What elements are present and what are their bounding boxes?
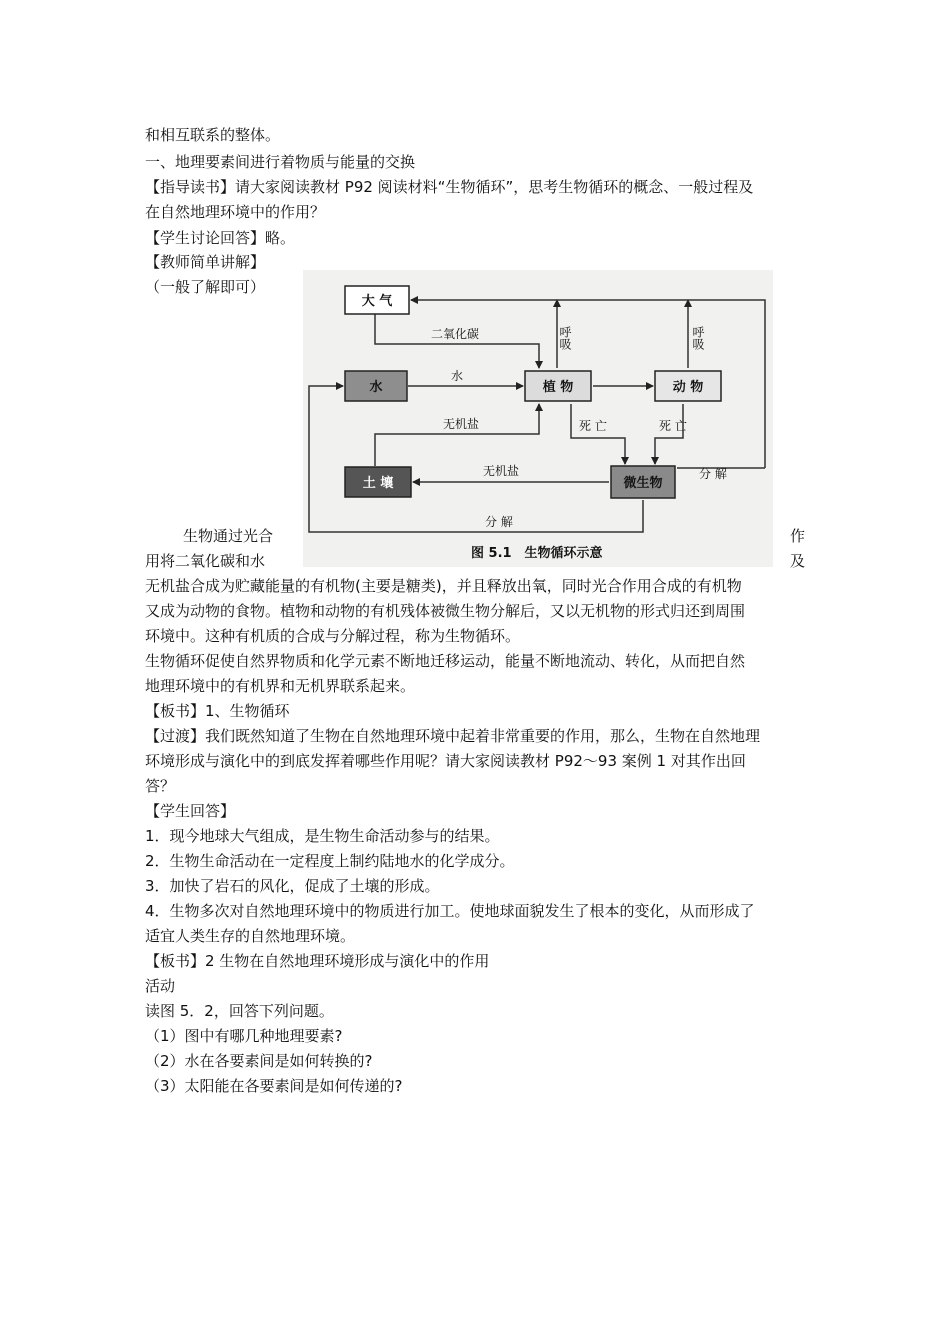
microbe-label: 微生物 [623,476,663,491]
figure-caption: 图 5.1 生物循环示意 [471,546,603,561]
plant-death-arrow [571,404,625,464]
decompose-label-2: 分 解 [485,515,513,529]
atmosphere-label: 大 气 [361,294,393,309]
text-line: 【过渡】我们既然知道了生物在自然地理环境中起着非常重要的作用，那么，生物在自然地理 [145,727,761,745]
inorganic-salt-label-2: 无机盐 [483,464,520,478]
list-item: 4．生物多次对自然地理环境中的物质进行加工。使地球面貌发生了根本的变化，从而形成了 [145,902,755,920]
text-line: 又成为动物的食物。植物和动物的有机残体被微生物分解后，又以无机物的形式归还到周围 [145,602,746,620]
text-line: 环境中。这种有机质的合成与分解过程，称为生物循环。 [145,627,521,645]
water-flow-label: 水 [451,369,464,383]
list-item: 2．生物生命活动在一定程度上制约陆地水的化学成分。 [145,852,515,870]
text-line: 【指导读书】请大家阅读教材 P92 阅读材料“生物循环”，思考生物循环的概念、一般过程及 [145,178,754,196]
text-line: 活动 [145,977,176,995]
question-item: （1）图中有哪几种地理要素? [145,1027,343,1045]
soil-label: 土 壤 [362,476,394,491]
text-line: 答？ [145,777,176,795]
text-line: 【板书】1、生物循环 [145,702,290,720]
microbe-water-arrow [309,386,643,532]
bio-cycle-diagram [303,270,773,567]
list-item: 3．加快了岩石的风化，促成了土壤的形成。 [145,877,440,895]
section-heading: 一、地理要素间进行着物质与能量的交换 [145,153,416,171]
text-line: 生物循环促使自然界物质和化学元素不断地迁移运动，能量不断地流动、转化，从而把自然 [145,652,746,670]
text-line: 读图 5．2，回答下列问题。 [145,1002,334,1020]
text-line: 【学生讨论回答】略。 [145,229,296,247]
text-line: 生物通过光合 [183,527,274,545]
decompose-label-1: 分 解 [699,467,727,481]
death-label-1: 死 亡 [579,419,607,433]
list-item: 1．现今地球大气组成，是生物生命活动参与的结果。 [145,827,500,845]
text-line: 地理环境中的有机界和无机界联系起来。 [145,677,416,695]
text-line: 【学生回答】 [145,802,236,820]
text-line: 及 [790,552,806,570]
inorganic-salt-label-1: 无机盐 [443,417,480,431]
plant-label: 植 物 [542,380,574,395]
text-line: 作 [790,527,806,545]
text-line: 【教师简单讲解】 [145,253,266,271]
animal-label: 动 物 [672,380,704,395]
animal-respiration-label: 呼吸 [691,326,705,350]
co2-arrow [375,314,539,368]
animal-death-arrow [655,404,683,464]
text-line: 用将二氧化碳和水 [145,552,266,570]
text-line: 适宜人类生存的自然地理环境。 [145,927,356,945]
text-line: 在自然地理环境中的作用？ [145,203,326,221]
soil-salt-arrow [375,404,539,466]
death-label-2: 死 亡 [659,419,687,433]
water-label: 水 [369,380,383,395]
question-item: （3）太阳能在各要素间是如何传递的? [145,1077,403,1095]
text-line: 环境形成与演化中的到底发挥着哪些作用呢？请大家阅读教材 P92～93 案例 1 对其作出回 [145,752,746,770]
text-line: 和相互联系的整体。 [145,126,281,144]
question-item: （2）水在各要素间是如何转换的? [145,1052,373,1070]
bio-cycle-figure [303,270,773,567]
text-line: 【板书】2 生物在自然地理环境形成与演化中的作用 [145,952,490,970]
text-line: 无机盐合成为贮藏能量的有机物(主要是糖类)，并且释放出氧，同时光合作用合成的有机物 [145,577,742,595]
plant-respiration-label: 呼吸 [558,326,572,350]
text-line: （一般了解即可） [145,278,266,296]
co2-label: 二氧化碳 [431,327,480,341]
